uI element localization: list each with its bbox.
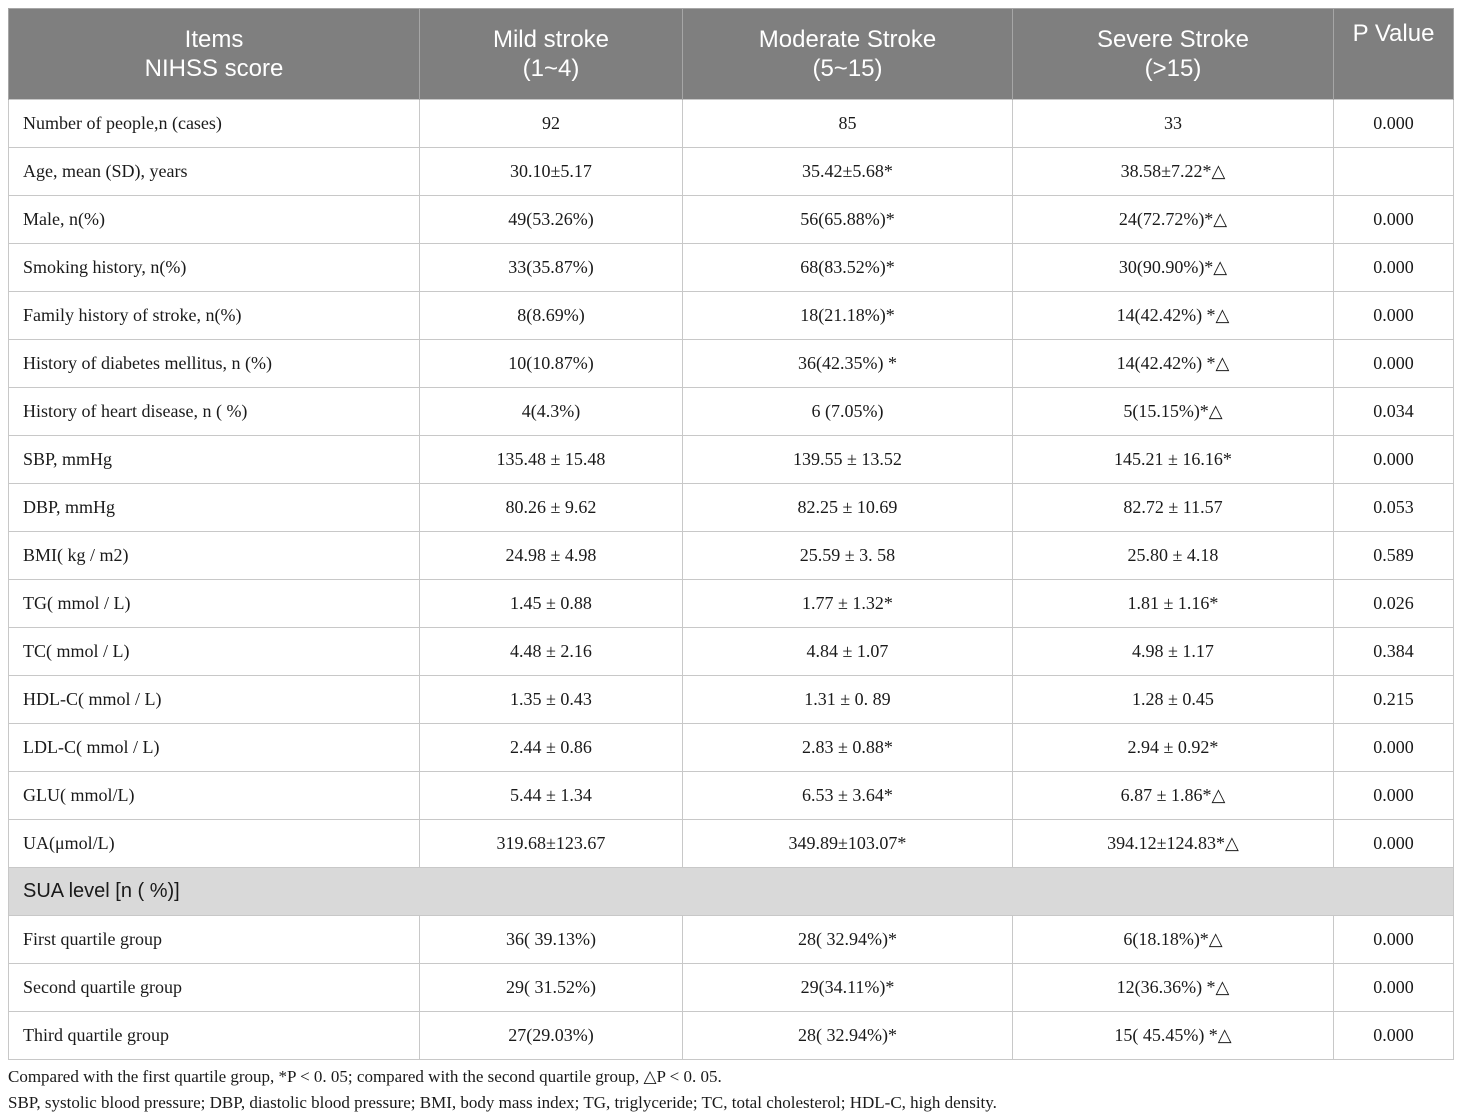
severe-value: 14(42.42%) *△ bbox=[1013, 340, 1334, 388]
table-row bbox=[9, 820, 1454, 868]
moderate-value: 28( 32.94%)* bbox=[683, 916, 1013, 964]
item-cell: TC( mmol / L) bbox=[9, 628, 420, 676]
mild-value: 36( 39.13%) bbox=[420, 916, 683, 964]
table-row bbox=[9, 532, 1454, 580]
mild-value: 24.98 ± 4.98 bbox=[420, 532, 683, 580]
mild-value: 2.44 ± 0.86 bbox=[420, 724, 683, 772]
severe-value: 145.21 ± 16.16* bbox=[1013, 436, 1334, 484]
table-row bbox=[9, 340, 1454, 388]
table-row bbox=[9, 580, 1454, 628]
severe-value: 5(15.15%)*△ bbox=[1013, 388, 1334, 436]
p-value: 0.000 bbox=[1334, 100, 1454, 148]
header-p-value: P Value bbox=[1334, 9, 1454, 100]
table-row bbox=[9, 964, 1454, 1012]
p-value: 0.053 bbox=[1334, 484, 1454, 532]
section-row bbox=[9, 868, 1454, 916]
footnote-abbreviations: SBP, systolic blood pressure; DBP, diastolic blood pressure; BMI, body mass index; TG, triglyceride; TC, total cholesterol; HDL-C, high density. bbox=[8, 1093, 997, 1112]
table-row bbox=[9, 628, 1454, 676]
header-moderate-stroke: Moderate Stroke (5~15) bbox=[683, 9, 1013, 100]
item-cell: UA(μmol/L) bbox=[9, 820, 420, 868]
moderate-value: 35.42±5.68* bbox=[683, 148, 1013, 196]
p-value: 0.000 bbox=[1334, 1012, 1454, 1060]
moderate-value: 25.59 ± 3. 58 bbox=[683, 532, 1013, 580]
moderate-value: 6.53 ± 3.64* bbox=[683, 772, 1013, 820]
p-value: 0.000 bbox=[1334, 196, 1454, 244]
item-cell: Number of people,n (cases) bbox=[9, 100, 420, 148]
mild-value: 29( 31.52%) bbox=[420, 964, 683, 1012]
item-cell: First quartile group bbox=[9, 916, 420, 964]
moderate-value: 82.25 ± 10.69 bbox=[683, 484, 1013, 532]
stroke-characteristics-table bbox=[8, 8, 1454, 1060]
severe-value: 6(18.18%)*△ bbox=[1013, 916, 1334, 964]
moderate-value: 2.83 ± 0.88* bbox=[683, 724, 1013, 772]
item-cell: BMI( kg / m2) bbox=[9, 532, 420, 580]
moderate-value: 68(83.52%)* bbox=[683, 244, 1013, 292]
mild-value: 27(29.03%) bbox=[420, 1012, 683, 1060]
table-row bbox=[9, 676, 1454, 724]
p-value: 0.000 bbox=[1334, 964, 1454, 1012]
moderate-value: 36(42.35%) * bbox=[683, 340, 1013, 388]
severe-value: 2.94 ± 0.92* bbox=[1013, 724, 1334, 772]
p-value bbox=[1334, 148, 1454, 196]
mild-value: 319.68±123.67 bbox=[420, 820, 683, 868]
severe-value: 14(42.42%) *△ bbox=[1013, 292, 1334, 340]
severe-value: 25.80 ± 4.18 bbox=[1013, 532, 1334, 580]
p-value: 0.000 bbox=[1334, 436, 1454, 484]
item-cell: HDL-C( mmol / L) bbox=[9, 676, 420, 724]
table-row bbox=[9, 916, 1454, 964]
p-value: 0.384 bbox=[1334, 628, 1454, 676]
item-cell: Smoking history, n(%) bbox=[9, 244, 420, 292]
item-cell: History of heart disease, n ( %) bbox=[9, 388, 420, 436]
severe-value: 24(72.72%)*△ bbox=[1013, 196, 1334, 244]
item-cell: Male, n(%) bbox=[9, 196, 420, 244]
item-cell: Family history of stroke, n(%) bbox=[9, 292, 420, 340]
mild-value: 4(4.3%) bbox=[420, 388, 683, 436]
mild-value: 80.26 ± 9.62 bbox=[420, 484, 683, 532]
mild-value: 5.44 ± 1.34 bbox=[420, 772, 683, 820]
mild-value: 1.45 ± 0.88 bbox=[420, 580, 683, 628]
mild-value: 49(53.26%) bbox=[420, 196, 683, 244]
table-row bbox=[9, 196, 1454, 244]
header-severe-stroke: Severe Stroke (>15) bbox=[1013, 9, 1334, 100]
moderate-value: 85 bbox=[683, 100, 1013, 148]
p-value: 0.026 bbox=[1334, 580, 1454, 628]
table-row bbox=[9, 436, 1454, 484]
moderate-value: 6 (7.05%) bbox=[683, 388, 1013, 436]
moderate-value: 28( 32.94%)* bbox=[683, 1012, 1013, 1060]
severe-value: 12(36.36%) *△ bbox=[1013, 964, 1334, 1012]
mild-value: 30.10±5.17 bbox=[420, 148, 683, 196]
p-value: 0.000 bbox=[1334, 772, 1454, 820]
moderate-value: 139.55 ± 13.52 bbox=[683, 436, 1013, 484]
severe-value: 38.58±7.22*△ bbox=[1013, 148, 1334, 196]
table-row bbox=[9, 244, 1454, 292]
severe-value: 30(90.90%)*△ bbox=[1013, 244, 1334, 292]
severe-value: 1.81 ± 1.16* bbox=[1013, 580, 1334, 628]
severe-value: 4.98 ± 1.17 bbox=[1013, 628, 1334, 676]
item-cell: GLU( mmol/L) bbox=[9, 772, 420, 820]
table-row bbox=[9, 1012, 1454, 1060]
footnotes bbox=[8, 1064, 997, 1116]
moderate-value: 349.89±103.07* bbox=[683, 820, 1013, 868]
severe-value: 1.28 ± 0.45 bbox=[1013, 676, 1334, 724]
table-row bbox=[9, 148, 1454, 196]
item-cell: Third quartile group bbox=[9, 1012, 420, 1060]
header-items: Items NIHSS score bbox=[9, 9, 420, 100]
mild-value: 33(35.87%) bbox=[420, 244, 683, 292]
mild-value: 4.48 ± 2.16 bbox=[420, 628, 683, 676]
mild-value: 1.35 ± 0.43 bbox=[420, 676, 683, 724]
moderate-value: 1.31 ± 0. 89 bbox=[683, 676, 1013, 724]
severe-value: 33 bbox=[1013, 100, 1334, 148]
item-cell: TG( mmol / L) bbox=[9, 580, 420, 628]
p-value: 0.034 bbox=[1334, 388, 1454, 436]
table-row bbox=[9, 388, 1454, 436]
p-value: 0.000 bbox=[1334, 820, 1454, 868]
moderate-value: 29(34.11%)* bbox=[683, 964, 1013, 1012]
item-cell: Second quartile group bbox=[9, 964, 420, 1012]
table-container bbox=[8, 8, 1452, 1060]
p-value: 0.000 bbox=[1334, 292, 1454, 340]
p-value: 0.215 bbox=[1334, 676, 1454, 724]
mild-value: 10(10.87%) bbox=[420, 340, 683, 388]
table-row bbox=[9, 772, 1454, 820]
table-body bbox=[9, 100, 1454, 1060]
severe-value: 15( 45.45%) *△ bbox=[1013, 1012, 1334, 1060]
p-value: 0.000 bbox=[1334, 340, 1454, 388]
table-row bbox=[9, 292, 1454, 340]
moderate-value: 1.77 ± 1.32* bbox=[683, 580, 1013, 628]
moderate-value: 56(65.88%)* bbox=[683, 196, 1013, 244]
footnote-significance: Compared with the first quartile group, *P < 0. 05; compared with the second quartile group, △P < 0. 05. bbox=[8, 1067, 722, 1086]
header-row bbox=[9, 9, 1454, 100]
table-row bbox=[9, 100, 1454, 148]
table-row bbox=[9, 484, 1454, 532]
mild-value: 92 bbox=[420, 100, 683, 148]
section-label: SUA level [n ( %)] bbox=[9, 868, 1454, 916]
p-value: 0.589 bbox=[1334, 532, 1454, 580]
p-value: 0.000 bbox=[1334, 244, 1454, 292]
item-cell: History of diabetes mellitus, n (%) bbox=[9, 340, 420, 388]
severe-value: 394.12±124.83*△ bbox=[1013, 820, 1334, 868]
item-cell: LDL-C( mmol / L) bbox=[9, 724, 420, 772]
severe-value: 6.87 ± 1.86*△ bbox=[1013, 772, 1334, 820]
severe-value: 82.72 ± 11.57 bbox=[1013, 484, 1334, 532]
mild-value: 8(8.69%) bbox=[420, 292, 683, 340]
p-value: 0.000 bbox=[1334, 916, 1454, 964]
item-cell: Age, mean (SD), years bbox=[9, 148, 420, 196]
p-value: 0.000 bbox=[1334, 724, 1454, 772]
item-cell: DBP, mmHg bbox=[9, 484, 420, 532]
header-mild-stroke: Mild stroke (1~4) bbox=[420, 9, 683, 100]
moderate-value: 18(21.18%)* bbox=[683, 292, 1013, 340]
item-cell: SBP, mmHg bbox=[9, 436, 420, 484]
moderate-value: 4.84 ± 1.07 bbox=[683, 628, 1013, 676]
mild-value: 135.48 ± 15.48 bbox=[420, 436, 683, 484]
table-row bbox=[9, 724, 1454, 772]
